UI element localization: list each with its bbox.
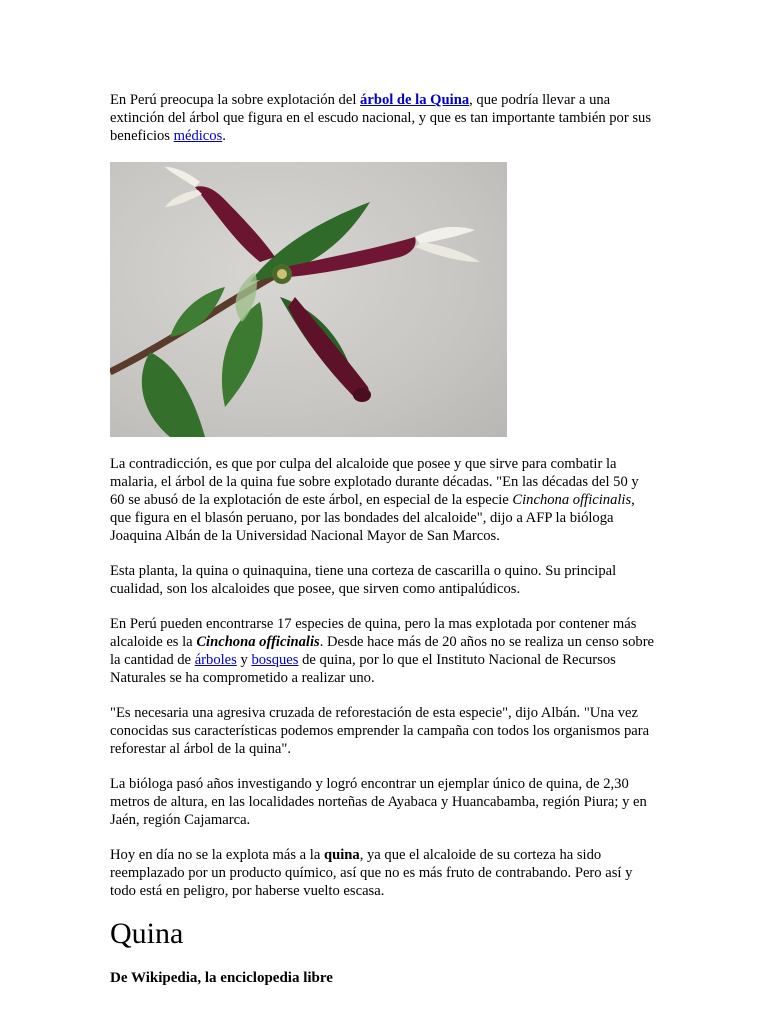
species-name-italic: Cinchona officinalis (512, 492, 632, 508)
arbol-de-la-quina-link[interactable]: árbol de la Quina (360, 92, 470, 108)
intro-text-2: , que podría llevar a una extinción del árbol que figura en el escudo nacional, y que es tan importante también por sus beneficios (110, 92, 652, 144)
paragraph-4: "Es necesaria una agresiva cruzada de reforestación de esta especie", dijo Albán. "Una vez conocidas sus características podemos emprender la campaña con todos los organismos para reforestar al árbol de la quina". (110, 705, 650, 757)
arboles-link[interactable]: árboles (194, 652, 237, 668)
cinchona-flower-photo (110, 162, 507, 437)
paragraph-5: La bióloga pasó años investigando y logró encontrar un ejemplar único de quina, de 2,30 metros de altura, en las localidades norteñas de Ayabaca y Huancabamba, región Piura; y en Jaén, región Cajamarca. (110, 776, 647, 828)
p3-text-1: En Perú pueden encontrarse 17 especies de quina, pero la mas explotada por contener más alcaloide es la (110, 616, 637, 650)
p3-text-3: y (236, 652, 252, 668)
intro-text-3: . (222, 128, 226, 144)
p3-text-4: de quina, por lo que el Instituto Nacional de Recursos Naturales se ha comprometido a realizar uno. (110, 652, 616, 686)
intro-text-1: En Perú preocupa la sobre explotación del (110, 92, 361, 108)
p6-text-1: Hoy en día no se la explota más a la (110, 847, 324, 863)
article-body (110, 91, 655, 987)
paragraph-2: Esta planta, la quina o quinaquina, tiene una corteza de cascarilla o quino. Su principal cualidad, son los alcaloides que posee, que sirven como antipalúdicos. (110, 563, 617, 597)
p1-text-2: , que figura en el blasón peruano, por las bondades del alcaloide", dijo a AFP la bióloga Joaquina Albán de la Universidad Nacional Mayor de San Marcos. (110, 492, 635, 544)
medicos-link[interactable]: médicos (173, 128, 223, 144)
p6-text-2: , ya que el alcaloide de su corteza ha sido reemplazado por un producto químico, así que no es más fruto de contrabando. Pero así y todo está en peligro, por haberse vuelto escasa. (110, 847, 633, 899)
paragraph-1 (110, 455, 655, 545)
paragraph-6 (110, 846, 655, 900)
p3-text-2: . Desde hace más de 20 años no se realiza un censo sobre la cantidad de (110, 634, 655, 668)
species-name-bold-italic: Cinchona officinalis (196, 634, 320, 650)
quina-bold: quina (323, 847, 360, 863)
p1-text-1: La contradicción, es que por culpa del alcaloide que posee y que sirve para combatir la malaria, el árbol de la quina fue sobre explotado durante décadas. "En las décadas del 50 y 60 se abusó de la explotación de este árbol, en especial de la especie (110, 456, 639, 508)
bosques-link[interactable]: bosques (251, 652, 299, 668)
intro-paragraph (110, 91, 655, 145)
section-heading: Quina (110, 917, 184, 950)
paragraph-3 (110, 615, 655, 687)
section-subheading: De Wikipedia, la enciclopedia libre (110, 970, 333, 986)
